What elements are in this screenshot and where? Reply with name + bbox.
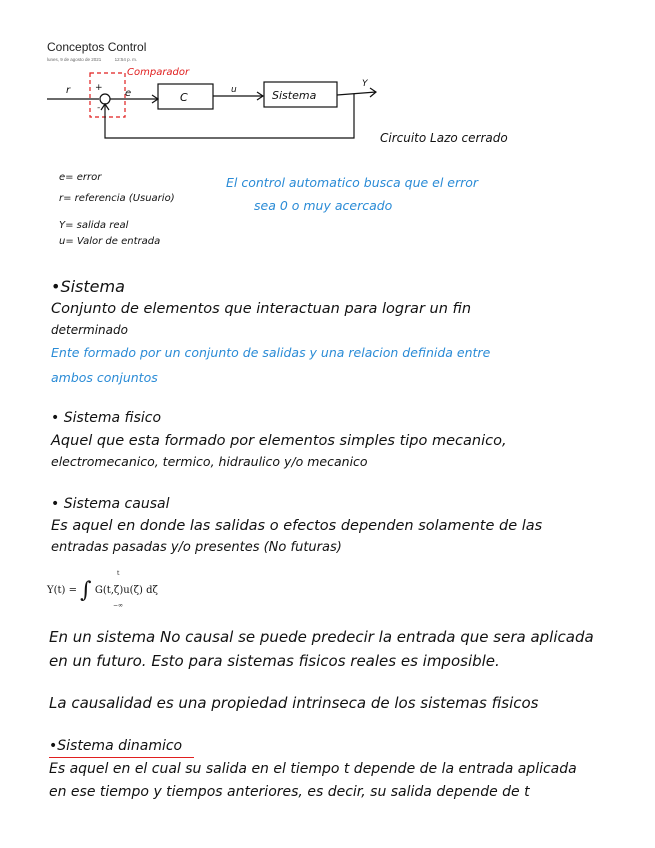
r-label: r xyxy=(66,85,71,96)
integral-upper-limit: t xyxy=(117,570,120,577)
feedback-path xyxy=(105,94,354,138)
e-label: e xyxy=(125,88,132,99)
heading-sistema-fisico: • Sistema fisico xyxy=(51,410,162,426)
sistema-blue-line-2: ambos conjuntos xyxy=(51,370,158,385)
page-time: 12:54 p. m. xyxy=(114,57,138,62)
causalidad-line: La causalidad es una propiedad intrinseca de los sistemas fisicos xyxy=(49,694,539,712)
summing-junction xyxy=(100,94,110,104)
output-line xyxy=(337,92,376,95)
formula-integrand: G(t,ζ)u(ζ) dζ xyxy=(94,585,158,596)
formula-lhs: Y(t) = xyxy=(47,585,77,596)
comparator-label: Comparador xyxy=(127,67,190,78)
sistema-line-2: determinado xyxy=(51,323,128,337)
legend-output: Y= salida real xyxy=(59,220,129,231)
sistema-line-1: Conjunto de elementos que interactuan para lograr un fin xyxy=(51,301,472,317)
fisico-line-2: electromecanico, termico, hidraulico y/o mecanico xyxy=(51,454,368,469)
sistema-blue-line-1: Ente formado por un conjunto de salidas y una relacion definida entre xyxy=(51,345,491,360)
plant-label: Sistema xyxy=(272,89,317,102)
nocausal-line-1: En un sistema No causal se puede predecir la entrada que sera aplicada xyxy=(49,628,594,646)
page-date: lunes, 9 de agosto de 2021 xyxy=(47,57,102,62)
blue-note-line-1: El control automatico busca que el error xyxy=(226,175,479,190)
causal-line-1: Es aquel en donde las salidas o efectos dependen solamente de las xyxy=(51,518,543,534)
causal-line-2: entradas pasadas y/o presentes (No futuras) xyxy=(51,540,342,555)
legend-input: u= Valor de entrada xyxy=(59,236,161,247)
legend-error: e= error xyxy=(59,172,102,183)
plus-sign: + xyxy=(95,83,103,93)
dinamico-red-underline xyxy=(49,757,194,758)
page-title: Conceptos Control xyxy=(47,40,147,54)
controller-label: C xyxy=(180,91,188,104)
nocausal-line-2: en un futuro. Esto para sistemas fisicos reales es imposible. xyxy=(49,652,500,670)
y-label: Y xyxy=(362,79,368,89)
dinamico-line-2: en ese tiempo y tiempos anteriores, es decir, su salida depende de t xyxy=(49,784,530,800)
convolution-formula xyxy=(47,570,158,609)
legend-reference: r= referencia (Usuario) xyxy=(59,193,175,204)
heading-sistema-dinamico: •Sistema dinamico xyxy=(49,738,183,754)
u-label: u xyxy=(231,85,237,95)
heading-sistema-causal: • Sistema causal xyxy=(51,496,170,512)
integral-symbol: ∫ xyxy=(80,578,92,603)
blue-note-line-2: sea 0 o muy acercado xyxy=(254,198,393,213)
diagram-caption: Circuito Lazo cerrado xyxy=(380,131,508,145)
closed-loop-diagram xyxy=(0,0,655,160)
minus-sign: - xyxy=(97,103,101,113)
integral-lower-limit: −∞ xyxy=(113,602,124,609)
fisico-line-1: Aquel que esta formado por elementos simples tipo mecanico, xyxy=(51,433,507,449)
dinamico-line-1: Es aquel en el cual su salida en el tiempo t depende de la entrada aplicada xyxy=(49,761,577,777)
heading-sistema: •Sistema xyxy=(51,277,125,296)
